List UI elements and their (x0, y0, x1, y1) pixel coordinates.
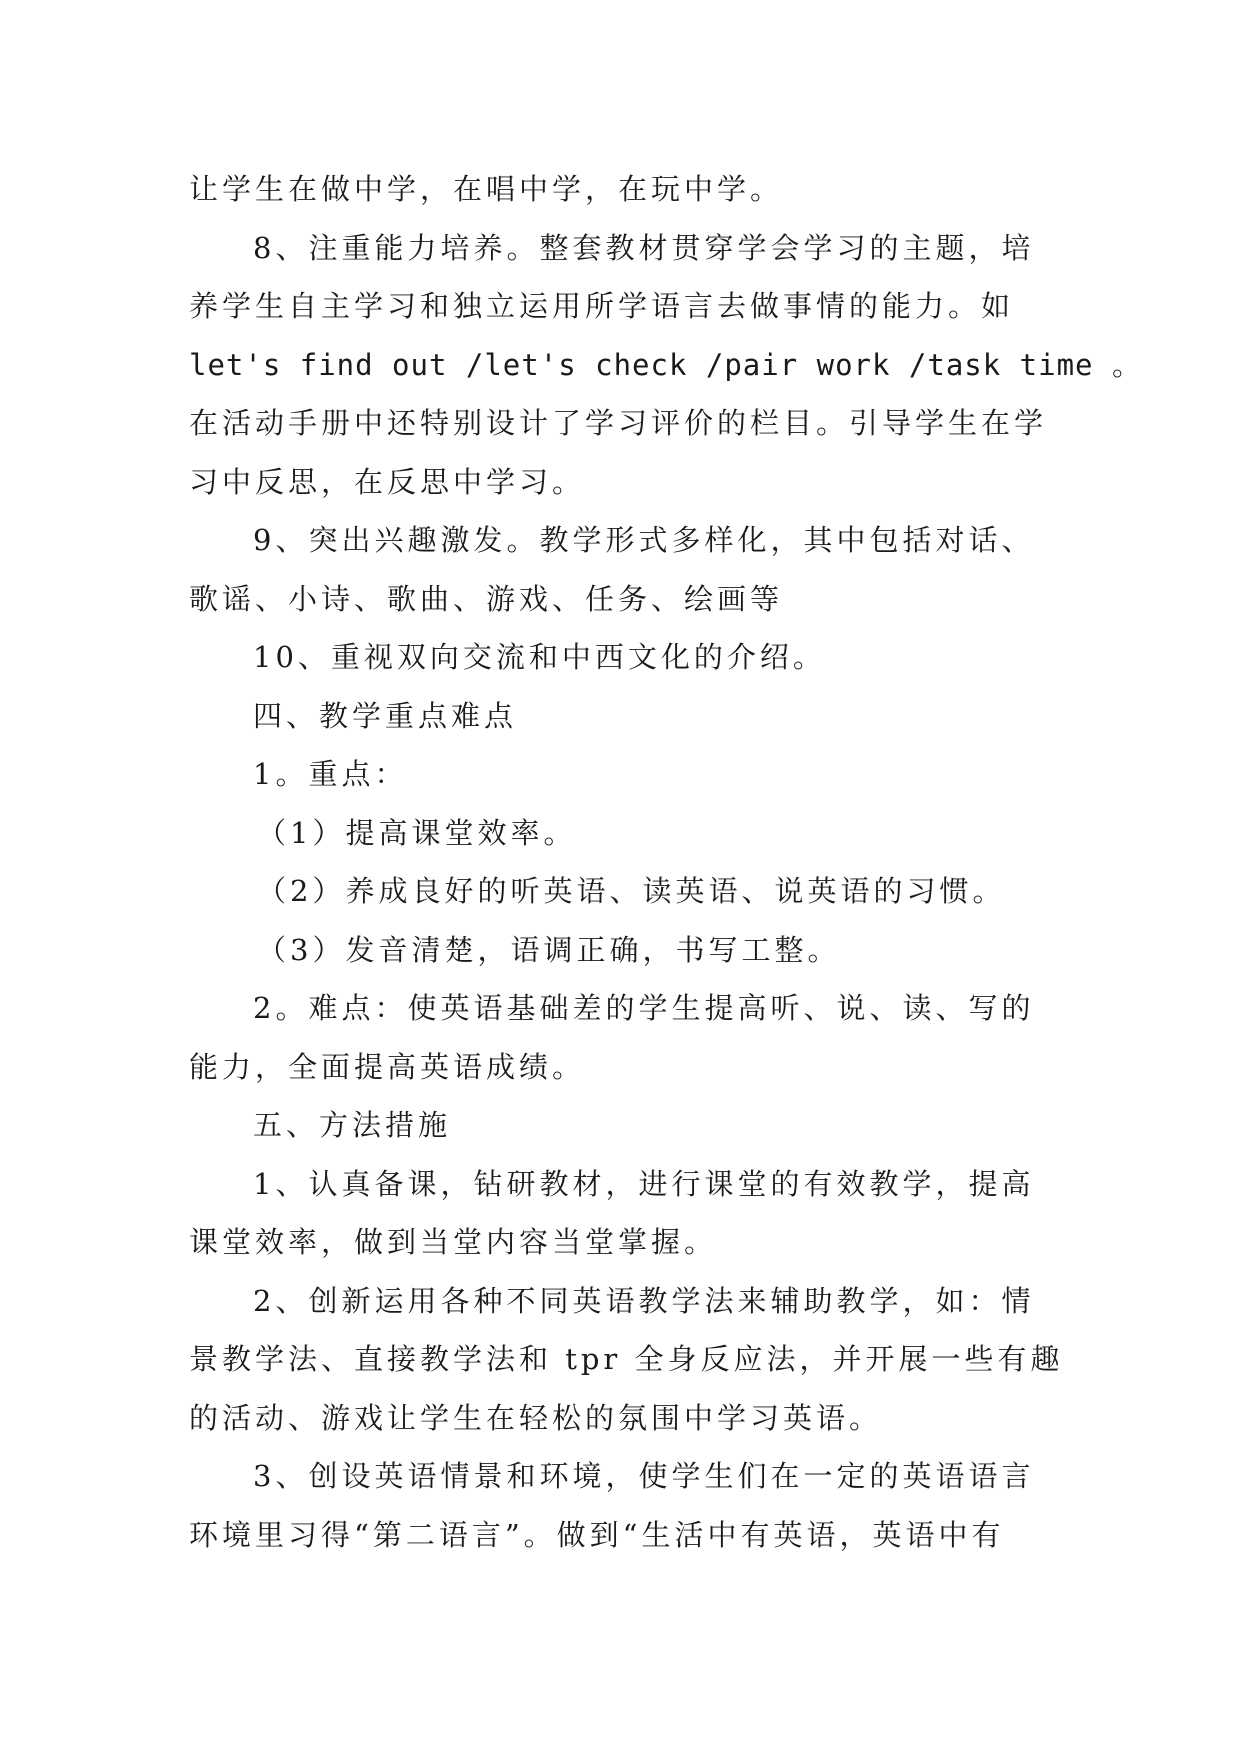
paragraph-line: 1、认真备课，钻研教材，进行课堂的有效教学，提高 (253, 1166, 1035, 1201)
paragraph-line: 8、注重能力培养。整套教材贯穿学会学习的主题，培 (253, 230, 1035, 265)
list-item: （3）发音清楚，语调正确，书写工整。 (257, 932, 841, 967)
paragraph-line: 3、创设英语情景和环境，使学生们在一定的英语语言 (253, 1459, 1035, 1493)
subheading: 1。重点： (253, 757, 408, 791)
paragraph-line: 能力，全面提高英语成绩。 (189, 1049, 586, 1084)
paragraph-line: 环境里习得“第二语言”。做到“生活中有英语，英语中有 (189, 1517, 1005, 1552)
paragraph-line: 养学生自主学习和独立运用所学语言去做事情的能力。如 (189, 289, 1015, 323)
list-item: （2）养成良好的听英语、读英语、说英语的习惯。 (257, 874, 1006, 908)
section-heading: 四、教学重点难点 (253, 698, 518, 733)
paragraph-line: 歌谣、小诗、歌曲、游戏、任务、绘画等 (189, 581, 784, 616)
paragraph-line: 景教学法、直接教学法和 tpr 全身反应法，并开展一些有趣 (189, 1342, 1064, 1376)
section-heading: 五、方法措施 (253, 1108, 452, 1142)
paragraph-line: 习中反思，在反思中学习。 (189, 464, 586, 499)
paragraph-line: let's find out /let's check /pair work /task time 。 (189, 347, 1142, 382)
paragraph-line: 的活动、游戏让学生在轻松的氛围中学习英语。 (189, 1400, 883, 1435)
paragraph-line: 9、突出兴趣激发。教学形式多样化，其中包括对话、 (253, 523, 1035, 557)
document-body (189, 160, 1142, 1564)
list-item: （1）提高课堂效率。 (257, 815, 577, 850)
paragraph-line: 让学生在做中学，在唱中学，在玩中学。 (189, 172, 784, 206)
paragraph-line: 课堂效率，做到当堂内容当堂掌握。 (189, 1225, 718, 1259)
paragraph-line: 2。难点：使英语基础差的学生提高听、说、读、写的 (253, 991, 1035, 1025)
paragraph-line: 2、创新运用各种不同英语教学法来辅助教学，如：情 (253, 1283, 1035, 1318)
paragraph-line: 在活动手册中还特别设计了学习评价的栏目。引导学生在学 (189, 406, 1048, 440)
paragraph-line: 10、重视双向交流和中西文化的介绍。 (253, 640, 826, 674)
